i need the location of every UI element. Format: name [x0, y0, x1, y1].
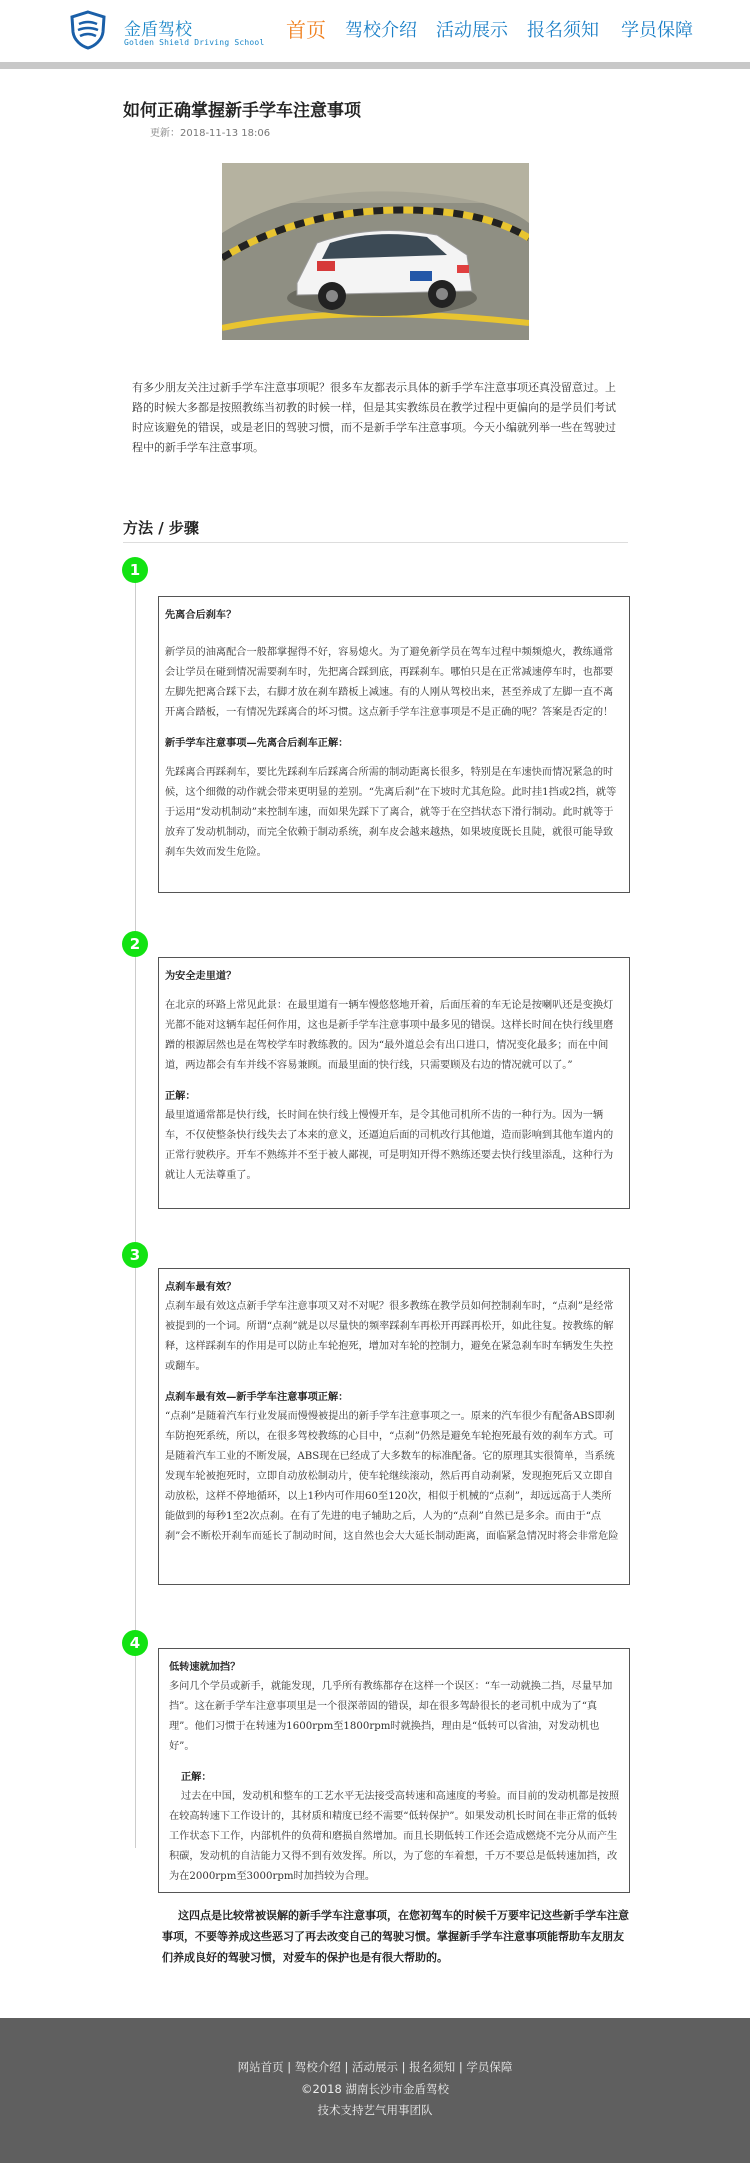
driving-car-image	[222, 163, 529, 340]
nav-student-guarantee[interactable]: 学员保障	[621, 20, 693, 41]
logo-english-name[interactable]: Golden Shield Driving School	[124, 38, 265, 47]
main-nav	[0, 16, 750, 46]
step-subheading: 点刹车最有效—新手学车注意事项正解：	[165, 1391, 349, 1403]
article-title: 如何正确掌握新手学车注意事项	[123, 101, 361, 121]
step-paragraph: 在北京的环路上常见此景：在最里道有一辆车慢悠悠地开着，后面压着的车无论是按喇叭还是变换灯光都不能对这辆车起任何作用，这也是新手学车注意事项中最多见的错误。这样长时间在快行线里磨蹭的根源居然也是在驾校学车时教练教的。因为“最外道总会有出口进口，情况变化最多；而在中间道，两边都会有车并线不容易兼顾。而最里面的快行线，只需要顾及右边的情况就可以了。”	[165, 1000, 614, 1071]
header-divider-bar	[0, 62, 750, 69]
step-heading: 低转速就加挡？	[169, 1661, 241, 1673]
step-number-1: 1	[122, 557, 148, 583]
step-paragraph: 点刹车最有效这点新手学车注意事项又对不对呢？很多教练在教学员如何控制刹车时，“点刹”是经常被提到的一个词。所谓“点刹”就是以尽量快的频率踩刹车再松开再踩再松开，如此往复。按教练的解释，这样踩刹车的作用是可以防止车轮抱死，增加对车轮的控制力，避免在紧急刹车时车辆发生失控或翻车。	[165, 1301, 614, 1372]
section-title: 方法 / 步骤	[123, 519, 199, 537]
step-box-4	[158, 1648, 630, 1893]
nav-home[interactable]: 首页	[286, 18, 326, 42]
step-subheading: 新手学车注意事项—先离合后刹车正解：	[165, 737, 349, 749]
step-paragraph: 最里道通常都是快行线，长时间在快行线上慢慢开车，是令其他司机所不齿的一种行为。因为一辆车，不仅使整条快行线失去了本来的意义，还逼迫后面的司机改行其他道，造而影响到其他车道内的正常行驶秩序。开车不熟练并不至于被人鄙视，可是明知开得不熟练还要去快行线里添乱，这种行为就让人无法尊重了。	[165, 1110, 614, 1181]
logo-chinese-name[interactable]: 金盾驾校	[124, 20, 192, 40]
steps-timeline-line	[135, 568, 136, 1848]
step-paragraph: 新学员的油离配合一般都掌握得不好，容易熄火。为了避免新学员在驾车过程中频频熄火，教练通常会让学员在碰到情况需要刹车时，先把离合踩到底，再踩刹车。哪怕只是在正常减速停车时，也都要左脚先把离合踩下去，右脚才放在刹车踏板上减速。有的人刚从驾校出来，甚至养成了左脚一直不离开离合踏板，一有情况先踩离合的坏习惯。这点新手学车注意事项是不是正确的呢？答案是否定的！	[165, 647, 614, 718]
step-paragraph: 先踩离合再踩刹车，要比先踩刹车后踩离合所需的制动距离长很多，特别是在车速快而情况紧急的时候，这个细微的动作就会带来更明显的差别。“先离后刹”在下坡时尤其危险。此时挂1挡或2挡，就等于运用“发动机制动”来控制车速，而如果先踩下了离合，就等于在空挡状态下滑行制动。此时就等于放弃了发动机制动，而完全依赖于制动系统，刹车皮会越来越热，如果坡度既长且陡，就很可能导致刹车失效而发生危险。	[165, 767, 617, 858]
step-number-2: 2	[122, 931, 148, 957]
nav-activities[interactable]: 活动展示	[436, 20, 508, 41]
footer-links[interactable]: 网站首页 | 驾校介绍 | 活动展示 | 报名须知 | 学员保障	[237, 2060, 513, 2074]
site-header	[0, 0, 750, 62]
step-number-3: 3	[122, 1242, 148, 1268]
step-paragraph: 多问几个学员或新手，就能发现，几乎所有教练都存在这样一个误区：“车一动就换二挡，尽量早加挡”。这在新手学车注意事项里是一个很深蒂固的错误，却在很多驾龄很长的老司机中成为了“真理”。他们习惯于在转速为1600rpm至1800rpm时就换挡，理由是“低转可以省油，对发动机也好”。	[169, 1681, 613, 1752]
article-meta: 更新：2018-11-13 18:06	[150, 128, 271, 139]
nav-enroll-notice[interactable]: 报名须知	[527, 20, 599, 41]
step-number-4: 4	[122, 1630, 148, 1656]
step-heading: 点刹车最有效？	[165, 1281, 237, 1293]
step-heading: 为安全走里道？	[165, 970, 237, 982]
article-summary: 这四点是比较常被误解的新手学车注意事项，在您初驾车的时候千万要牢记这些新手学车注意事项，不要等养成这些恶习了再去改变自己的驾驶习惯。掌握新手学车注意事项能帮助车友朋友们养成良好的驾驶习惯，对爱车的保护也是有很大帮助的。	[162, 1909, 629, 1964]
footer-copyright: ©2018 湖南长沙市金盾驾校	[301, 2082, 449, 2096]
article-intro: 有多少朋友关注过新手学车注意事项呢？很多车友都表示具体的新手学车注意事项还真没留意过。上路的时候大多都是按照教练当初教的时候一样，但是其实教练员在教学过程中更偏向的是学员们考试时应该避免的错误，或是老旧的驾驶习惯，而不是新手学车注意事项。今天小编就列举一些在驾驶过程中的新手学车注意事项。	[132, 381, 616, 454]
step-box-3	[158, 1268, 630, 1585]
step-heading: 先离合后刹车？	[165, 609, 237, 621]
step-box-2	[158, 957, 630, 1209]
step-box-1	[158, 596, 630, 893]
step-paragraph: “点刹”是随着汽车行业发展而慢慢被提出的新手学车注意事项之一。原来的汽车很少有配备ABS即刹车防抱死系统，所以，在很多驾校教练的心目中，“点刹”仍然是避免车轮抱死最有效的刹车方式。可是随着汽车工业的不断发展，ABS现在已经成了大多数车的标准配备。它的原理其实很简单，当系统发现车轮被抱死时，立即自动放松制动片，使车轮继续滚动，然后再自动刹紧，发现抱死后又立即自动放松，这样不停地循环，以上1秒内可作用60至120次，相似于机械的“点刹”，却远远高于人类所能做到的每秒1至2次点刹。在有了先进的电子辅助之后，人为的“点刹”自然已是多余。而由于“点刹”会不断松开刹车而延长了制动时间，这自然也会大大延长制动距离，面临紧急情况时将会非常危险	[165, 1411, 619, 1542]
step-paragraph: 过去在中国，发动机和整车的工艺水平无法接受高转速和高速度的考验。而目前的发动机都是按照在较高转速下工作设计的，其材质和精度已经不需要“低转保护”。如果发动机长时间在非正常的低转工作状态下工作，内部机件的负荷和磨损自然增加。而且长期低转工作还会造成燃烧不完分从而产生积碳，发动机的自洁能力又得不到有效发挥。所以，为了您的车着想，千万不要总是低转速加挡，改为在2000rpm至3000rpm时加挡较为合理。	[169, 1791, 620, 1882]
footer-tech-support: 技术支持艺气用事团队	[317, 2103, 433, 2117]
step-subheading: 正解：	[165, 1090, 196, 1102]
section-divider	[123, 542, 628, 543]
step-subheading: 正解：	[181, 1771, 212, 1783]
nav-school-intro[interactable]: 驾校介绍	[345, 20, 417, 41]
